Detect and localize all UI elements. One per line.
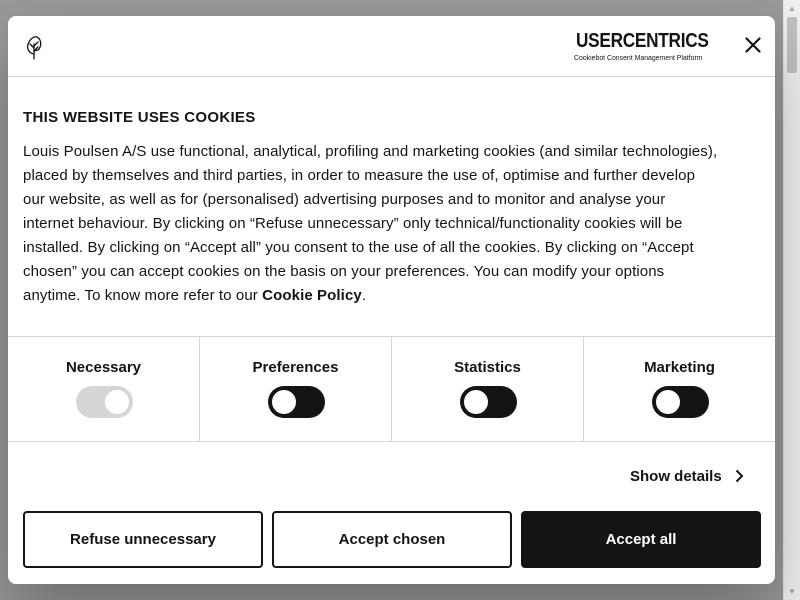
- close-button[interactable]: [742, 34, 764, 56]
- refuse-unnecessary-button[interactable]: Refuse unnecessary: [23, 511, 263, 568]
- scroll-thumb[interactable]: [787, 17, 797, 73]
- description-line: anytime. To know more refer to our: [23, 287, 263, 304]
- description-line: chosen” you can accept cookies on the basis on your preferences. You can modify your options: [23, 263, 665, 280]
- leaf-tree-icon: [24, 34, 44, 60]
- show-details-label: Show details: [630, 467, 722, 485]
- preferences-switch[interactable]: [268, 386, 325, 418]
- consent-toggles: [8, 336, 775, 442]
- dialog-description: [23, 140, 763, 308]
- scroll-up-arrow-icon[interactable]: ▲: [788, 4, 796, 13]
- description-end: .: [361, 287, 367, 304]
- chevron-right-icon: [734, 469, 744, 483]
- description-line: placed by themselves and third parties, in order to measure the use of, optimise and further develop: [23, 167, 696, 184]
- marketing-switch[interactable]: [652, 386, 709, 418]
- action-buttons: [23, 511, 761, 569]
- description-line: installed. By clicking on “Accept all” you consent to the use of all the cookies. By clicking on “Accept: [23, 239, 694, 256]
- cookie-consent-dialog: [8, 16, 775, 584]
- switch-knob: [464, 390, 488, 414]
- dialog-title: THIS WEBSITE USES COOKIES: [23, 109, 256, 126]
- switch-knob: [656, 390, 680, 414]
- switch-knob: [272, 390, 296, 414]
- toggle-marketing: [584, 337, 775, 441]
- description-line-last: [23, 284, 763, 308]
- toggle-label-preferences: Preferences: [252, 359, 339, 376]
- dialog-content: [23, 106, 763, 308]
- description-line: our website, as well as for (personalised) advertising purposes and to monitor and analyse your: [23, 191, 666, 208]
- provider-subtitle: Cookiebot Consent Management Platform: [574, 53, 703, 62]
- toggle-label-necessary: Necessary: [65, 359, 142, 376]
- description-line: Louis Poulsen A/S use functional, analytical, profiling and marketing cookies (and similar technologies),: [23, 143, 718, 160]
- necessary-switch: [76, 386, 133, 418]
- provider-name: USERCENTRICS: [576, 29, 709, 52]
- toggle-label-marketing: Marketing: [644, 359, 715, 376]
- statistics-switch[interactable]: [460, 386, 517, 418]
- cookie-policy-link[interactable]: Cookie Policy: [262, 287, 362, 304]
- close-icon: [745, 37, 761, 53]
- toggle-statistics: [392, 337, 584, 441]
- switch-knob: [105, 390, 129, 414]
- dialog-header: [8, 16, 775, 77]
- provider-branding: [574, 30, 714, 64]
- accept-all-button[interactable]: Accept all: [521, 511, 761, 568]
- accept-chosen-button[interactable]: Accept chosen: [272, 511, 512, 568]
- scroll-down-arrow-icon[interactable]: ▼: [788, 587, 796, 596]
- toggle-label-statistics: Statistics: [454, 359, 521, 376]
- page-scrollbar[interactable]: [783, 0, 800, 600]
- toggle-necessary: [8, 337, 200, 441]
- description-line: internet behaviour. By clicking on “Refuse unnecessary” only technical/functionality cookies will be: [23, 215, 683, 232]
- show-details-link[interactable]: [630, 465, 744, 487]
- toggle-preferences: [200, 337, 392, 441]
